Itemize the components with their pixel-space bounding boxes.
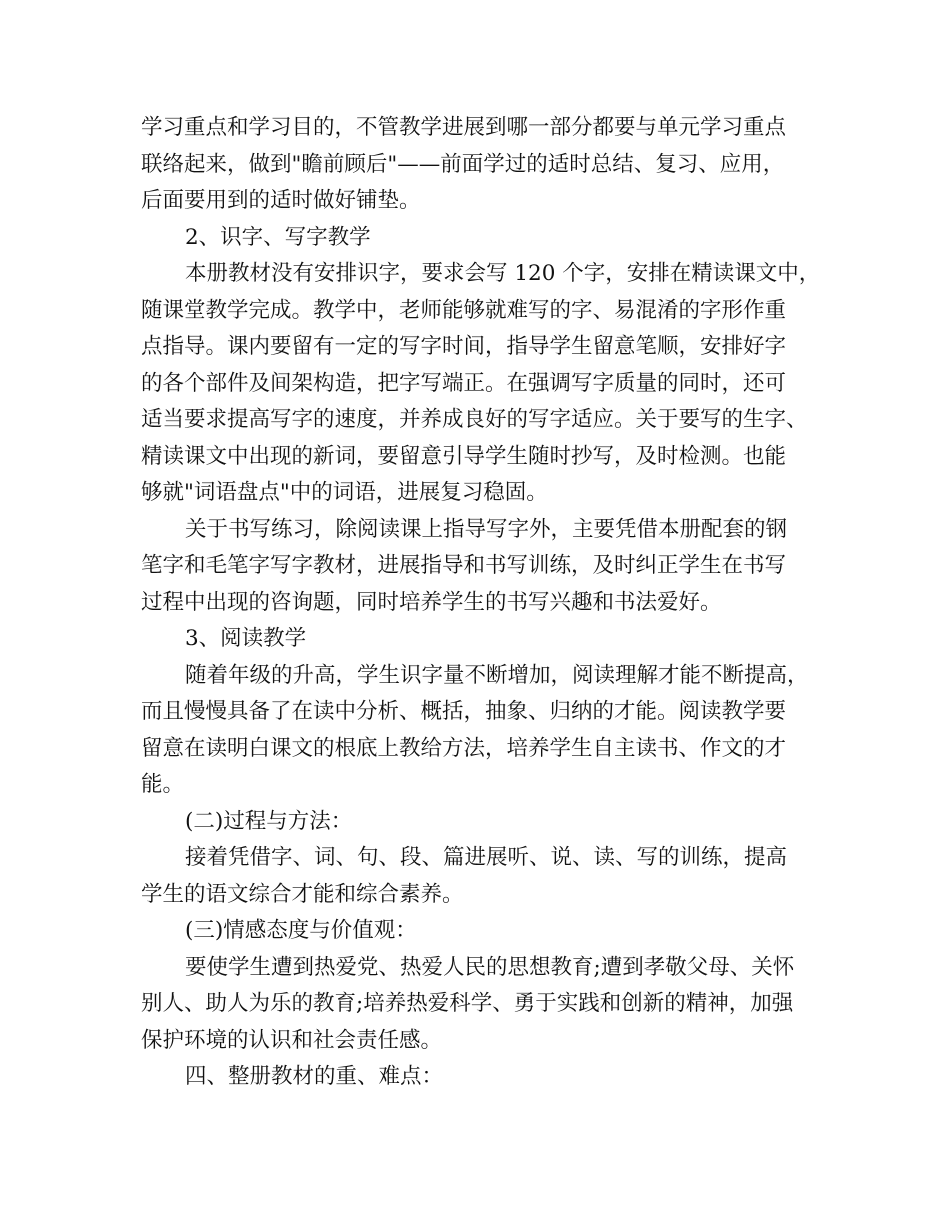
text-line: 要使学生遭到热爱党、热爱人民的思想教育;遭到孝敬父母、关怀 xyxy=(185,954,795,980)
text-line: 够就"词语盘点"中的词语，进展复习稳固。 xyxy=(141,480,548,505)
section-heading: 3、阅读教学 xyxy=(185,626,307,651)
text-line: 点指导。课内要留有一定的写字时间，指导学生留意笔顺，安排好字 xyxy=(141,334,787,359)
text-line: 而且慢慢具备了在读中分析、概括，抽象、归纳的才能。阅读教学要 xyxy=(141,699,787,724)
document-body xyxy=(141,110,821,1096)
text-line: 保护环境的认识和社会责任感。 xyxy=(141,1027,443,1053)
text-line: 留意在读明白课文的根底上教给方法，培养学生自主读书、作文的才 xyxy=(141,735,787,761)
text-line: 笔字和毛笔字写字教材，进展指导和书写训练，及时纠正学生在书写 xyxy=(141,553,787,578)
section-heading: 四、整册教材的重、难点： xyxy=(185,1064,444,1089)
text-line: 学习重点和学习目的，不管教学进展到哪一部分都要与单元学习重点 xyxy=(141,115,787,140)
text-line: 随着年级的升高，学生识字量不断增加，阅读理解才能不断提高， xyxy=(185,662,809,688)
text-line: 别人、助人为乐的教育;培养热爱科学、勇于实践和创新的精神，加强 xyxy=(141,991,794,1016)
text-line: 本册教材没有安排识字，要求会写 120 个字，安排在精读课文中， xyxy=(185,261,821,286)
section-heading: 2、识字、写字教学 xyxy=(185,224,371,250)
section-heading: (三)情感态度与价值观： xyxy=(185,918,417,943)
text-line: 过程中出现的咨询题，同时培养学生的书写兴趣和书法爱好。 xyxy=(141,589,722,615)
text-line: 后面要用到的适时做好铺垫。 xyxy=(141,188,421,213)
text-line: 的各个部件及间架构造，把字写端正。在强调写字质量的同时，还可 xyxy=(141,370,787,396)
section-heading: (二)过程与方法： xyxy=(185,808,353,834)
text-line: 关于书写练习，除阅读课上指导写字外，主要凭借本册配套的钢 xyxy=(185,516,788,542)
text-line: 精读课文中出现的新词，要留意引导学生随时抄写，及时检测。也能 xyxy=(141,443,787,469)
text-line: 接着凭借字、词、句、段、篇进展听、说、读、写的训练，提高 xyxy=(185,845,788,870)
text-line: 联络起来，做到"瞻前顾后"——前面学过的适时总结、复习、应用， xyxy=(141,151,785,177)
text-line: 学生的语文综合才能和综合素养。 xyxy=(141,881,464,907)
text-line: 适当要求提高写字的速度，并养成良好的写字适应。关于要写的生字、 xyxy=(141,407,808,432)
text-line: 能。 xyxy=(141,772,185,797)
text-line: 随课堂教学完成。教学中，老师能够就难写的字、易混淆的字形作重 xyxy=(141,297,787,323)
